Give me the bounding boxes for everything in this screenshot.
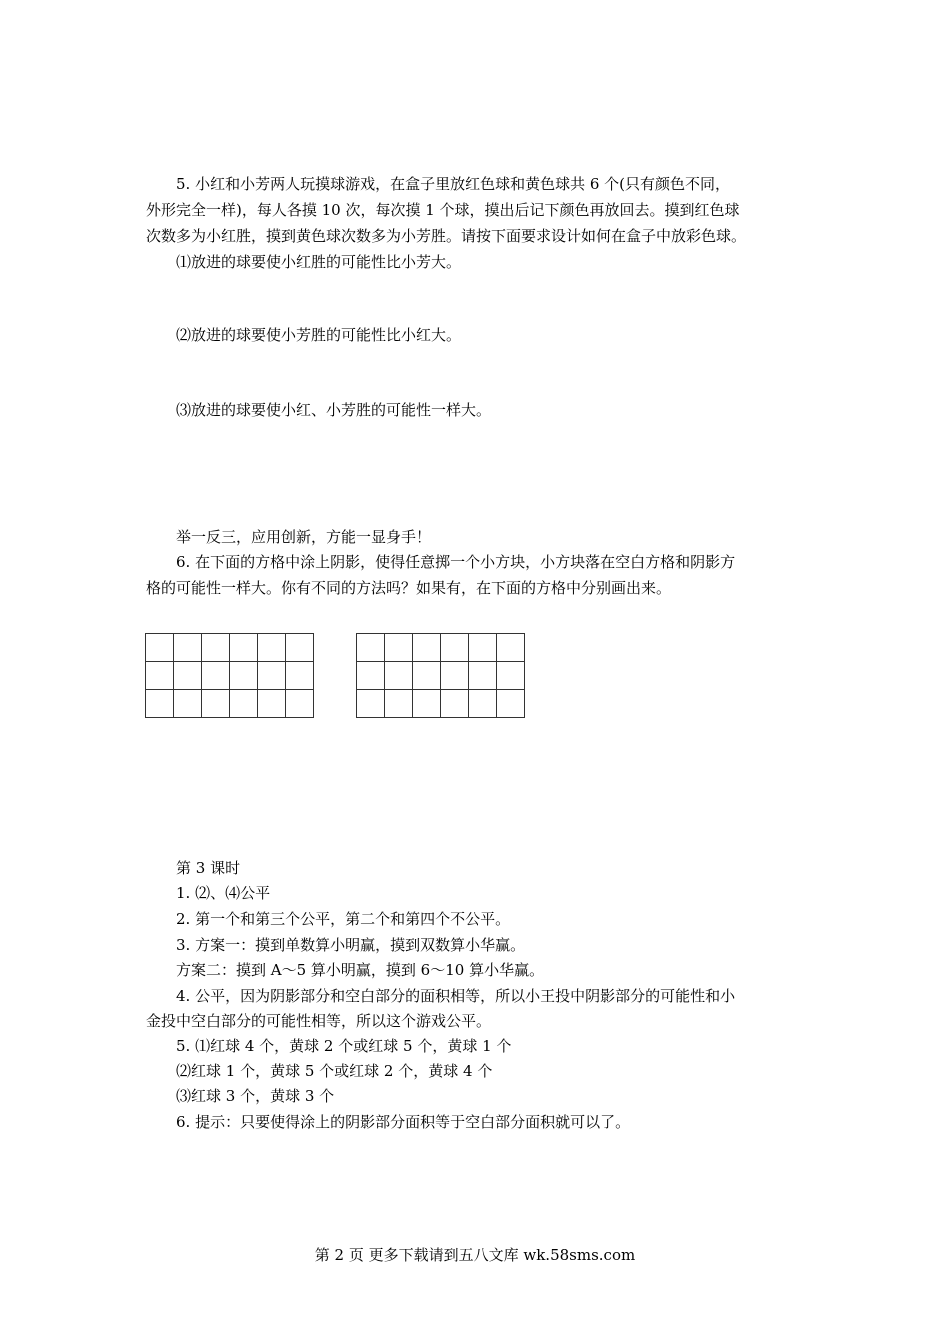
q5-part-1: ⑴放进的球要使小红胜的可能性比小芳大。: [176, 253, 462, 271]
grid-cell[interactable]: [202, 690, 230, 718]
answer-5b: ⑵红球 1 个，黄球 5 个或红球 2 个，黄球 4 个: [176, 1062, 493, 1080]
grid-cell[interactable]: [469, 634, 497, 662]
answer-3: 3. 方案一：摸到单数算小明赢，摸到双数算小华赢。: [176, 936, 526, 954]
grid-cell[interactable]: [286, 662, 314, 690]
q5-line-2: 外形完全一样)，每人各摸 10 次，每次摸 1 个球，摸出后记下颜色再放回去。摸到红色球: [146, 201, 740, 219]
answer-5: 5. ⑴红球 4 个，黄球 2 个或红球 5 个，黄球 1 个: [176, 1037, 512, 1055]
grid-cell[interactable]: [385, 634, 413, 662]
grid-cell[interactable]: [230, 634, 258, 662]
grid-cell[interactable]: [357, 662, 385, 690]
grid-cell[interactable]: [441, 690, 469, 718]
page-footer: 第 2 页 更多下载请到五八文库 wk.58sms.com: [314, 1246, 636, 1264]
q6-line-1: 6. 在下面的方格中涂上阴影，使得任意掷一个小方块，小方块落在空白方格和阴影方: [176, 553, 736, 571]
grid-cell[interactable]: [258, 634, 286, 662]
grid-cell[interactable]: [413, 662, 441, 690]
grid-cell[interactable]: [497, 690, 525, 718]
grid-cell[interactable]: [441, 634, 469, 662]
grid-cell[interactable]: [174, 662, 202, 690]
grid-cell[interactable]: [497, 634, 525, 662]
answer-2: 2. 第一个和第三个公平，第二个和第四个不公平。: [176, 910, 511, 928]
grid-cell[interactable]: [441, 662, 469, 690]
grid-cell[interactable]: [202, 662, 230, 690]
q5-line-3: 次数多为小红胜，摸到黄色球次数多为小芳胜。请按下面要求设计如何在盒子中放彩色球。: [146, 227, 747, 245]
grid-cell[interactable]: [174, 634, 202, 662]
grid-right[interactable]: [356, 633, 525, 718]
grid-cell[interactable]: [258, 690, 286, 718]
grid-cell[interactable]: [174, 690, 202, 718]
answer-5c: ⑶红球 3 个，黄球 3 个: [176, 1087, 335, 1105]
grid-cell[interactable]: [286, 634, 314, 662]
q5-line-1: 5. 小红和小芳两人玩摸球游戏，在盒子里放红色球和黄色球共 6 个(只有颜色不同，: [176, 175, 731, 193]
grid-cell[interactable]: [230, 690, 258, 718]
grid-cell[interactable]: [413, 634, 441, 662]
grid-cell[interactable]: [286, 690, 314, 718]
grid-cell[interactable]: [146, 690, 174, 718]
answer-6: 6. 提示：只要使得涂上的阴影部分面积等于空白部分面积就可以了。: [176, 1113, 631, 1131]
q5-part-3: ⑶放进的球要使小红、小芳胜的可能性一样大。: [176, 401, 492, 419]
grid-cell[interactable]: [357, 634, 385, 662]
grid-cell[interactable]: [146, 662, 174, 690]
grid-cell[interactable]: [146, 634, 174, 662]
grid-left[interactable]: [145, 633, 314, 718]
answer-3b: 方案二：摸到 A～5 算小明赢，摸到 6～10 算小华赢。: [176, 961, 545, 979]
grid-cell[interactable]: [230, 662, 258, 690]
q5-part-2: ⑵放进的球要使小芳胜的可能性比小红大。: [176, 326, 462, 344]
answer-4-line-2: 金投中空白部分的可能性相等，所以这个游戏公平。: [146, 1012, 492, 1030]
grid-cell[interactable]: [202, 634, 230, 662]
q6-line-2: 格的可能性一样大。你有不同的方法吗？如果有，在下面的方格中分别画出来。: [146, 579, 672, 597]
grid-cell[interactable]: [413, 690, 441, 718]
answer-4-line-1: 4. 公平，因为阴影部分和空白部分的面积相等，所以小王投中阴影部分的可能性和小: [176, 987, 736, 1005]
grid-cell[interactable]: [497, 662, 525, 690]
grid-cell[interactable]: [385, 662, 413, 690]
grid-cell[interactable]: [385, 690, 413, 718]
grid-cell[interactable]: [469, 690, 497, 718]
answers-title: 第 3 课时: [176, 859, 241, 877]
section-heading: 举一反三，应用创新，方能一显身手！: [176, 528, 432, 546]
answer-1: 1. ⑵、⑷公平: [176, 884, 271, 902]
grid-cell[interactable]: [357, 690, 385, 718]
grid-cell[interactable]: [258, 662, 286, 690]
grid-cell[interactable]: [469, 662, 497, 690]
